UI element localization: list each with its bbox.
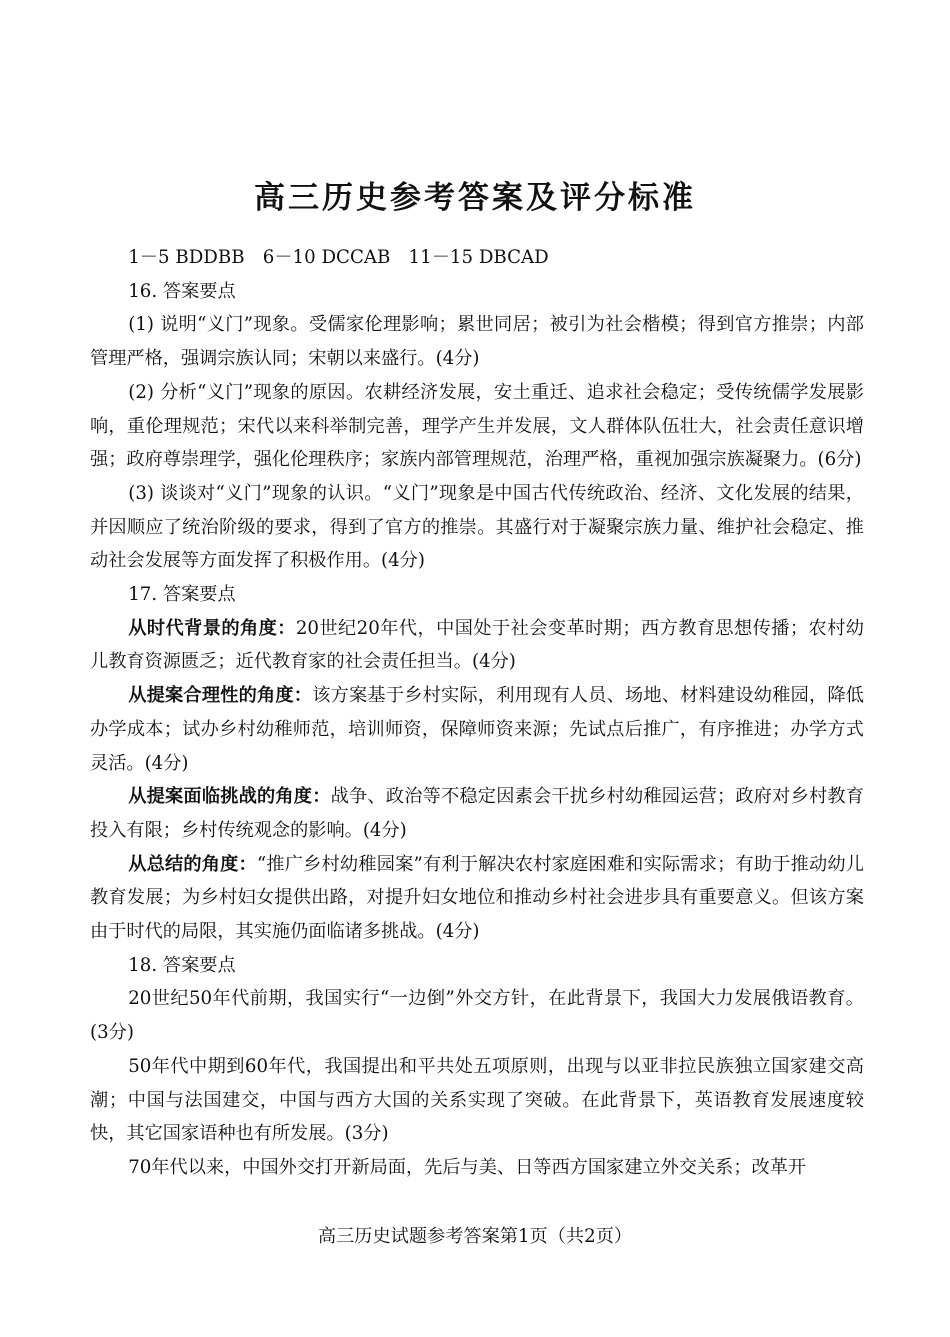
q17-item-rationality <box>90 679 864 780</box>
q17-item-summary-lead: 从总结的角度： <box>128 853 257 875</box>
page-title: 高三历史参考答案及评分标准 <box>254 180 696 216</box>
q16-heading: 16. 答案要点 <box>128 280 236 302</box>
q17-item-summary-text: “推广乡村幼稚园案”有利于解决农村家庭困难和实际需求；有助于推动幼儿教育发展；为乡村妇女提供出路，对提升妇女地位和推动乡村社会进步具有重要意义。但该方案由于时代的局限，其实施仍面临诸多挑战。(4分) <box>90 853 864 943</box>
multiple-choice-answers: 1－5 BDDBB 6－10 DCCAB 11－15 DBCAD <box>128 247 549 268</box>
q17-item-rationality-lead: 从提案合理性的角度： <box>128 685 313 707</box>
q17-item-challenges-text: 战争、政治等不稳定因素会干扰乡村幼稚园运营；政府对乡村教育投入有限；乡村传统观念的影响。(4分) <box>90 786 864 841</box>
q18-part-3: 70年代以来，中国外交打开新局面，先后与美、日等西方国家建立外交关系；改革开 <box>128 1156 807 1178</box>
q17-item-challenges <box>90 780 864 847</box>
q16-part-1: (1) 说明“义门”现象。受儒家伦理影响；累世同居；被引为社会楷模；得到官方推崇；内部管理严格，强调宗族认同；宋朝以来盛行。(4分) <box>90 314 864 370</box>
q17-item-background-text: 20世纪20年代，中国处于社会变革时期；西方教育思想传播；农村幼儿教育资源匮乏；近代教育家的社会责任担当。(4分) <box>90 617 864 673</box>
q18-part-1: 20世纪50年代前期，我国实行“一边倒”外交方针，在此背景下，我国大力发展俄语教育。(3分) <box>90 988 864 1044</box>
q16-part-2: (2) 分析“义门”现象的原因。农耕经济发展，安土重迁、追求社会稳定；受传统儒学发展影响，重伦理规范；宋代以来科举制完善，理学产生并发展，文人群体队伍壮大，社会责任意识增强；政府尊崇理学，强化伦理秩序；家族内部管理规范，治理严格，重视加强宗族凝聚力。(6分) <box>90 381 864 471</box>
q16-part-3: (3) 谈谈对“义门”现象的认识。“义门”现象是中国古代传统政治、经济、文化发展的结果，并因顺应了统治阶级的要求，得到了官方的推崇。其盛行对于凝聚宗族力量、维护社会稳定、推动社会发展等方面发挥了积极作用。(4分) <box>90 482 864 572</box>
q17-item-rationality-text: 该方案基于乡村实际，利用现有人员、场地、材料建设幼稚园，降低办学成本；试办乡村幼稚师范，培训师资，保障师资来源；先试点后推广，有序推进；办学方式灵活。(4分) <box>90 685 864 774</box>
q18-heading: 18. 答案要点 <box>128 954 236 976</box>
q18-part-2: 50年代中期到60年代，我国提出和平共处五项原则，出现与以亚非拉民族独立国家建交高潮；中国与法国建交，中国与西方大国的关系实现了突破。在此背景下，英语教育发展速度较快，其它国家语种也有所发展。(3分) <box>90 1055 864 1145</box>
q17-heading: 17. 答案要点 <box>128 584 236 606</box>
answer-body <box>90 241 864 1185</box>
page-footer: 高三历史试题参考答案第1页（共2页） <box>317 1226 633 1247</box>
q17-item-background-lead: 从时代背景的角度： <box>128 617 296 639</box>
q17-item-background <box>90 612 864 679</box>
q17-item-summary <box>90 848 864 949</box>
q17-item-challenges-lead: 从提案面临挑战的角度： <box>128 786 331 808</box>
